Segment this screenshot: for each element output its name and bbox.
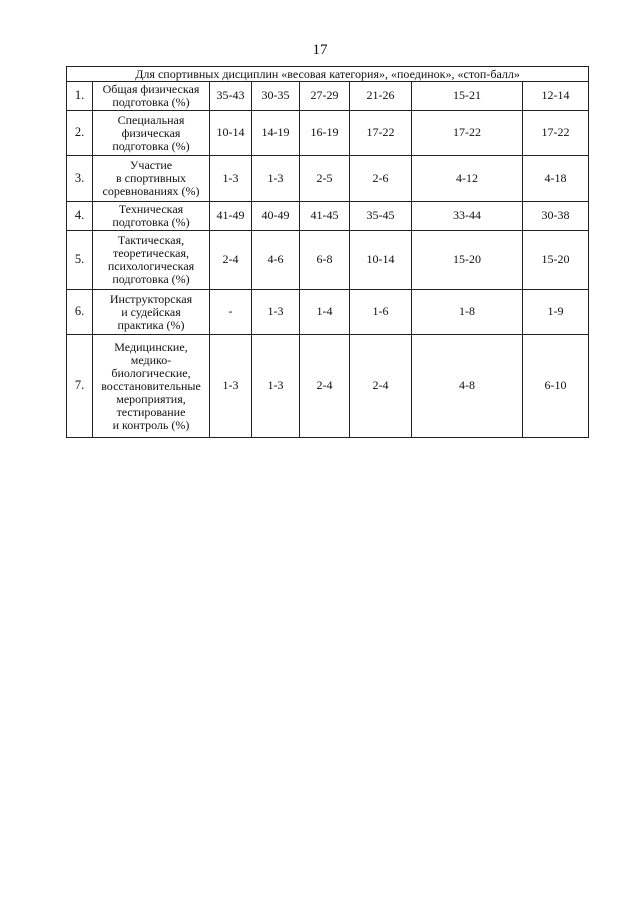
- table-cell: 17-22: [412, 111, 523, 156]
- table-header: Для спортивных дисциплин «весовая категория», «поединок», «стоп-балл»: [67, 67, 589, 82]
- row-index: 6.: [67, 290, 93, 335]
- table-cell: 6-10: [523, 335, 589, 438]
- table-cell: 4-8: [412, 335, 523, 438]
- table-cell: 41-45: [300, 202, 350, 231]
- row-name: Общая физическая подготовка (%): [93, 82, 210, 111]
- table-cell: 17-22: [350, 111, 412, 156]
- table-cell: 1-3: [252, 335, 300, 438]
- table-cell: 4-6: [252, 231, 300, 290]
- row-name: Медицинские, медико- биологические, восстановительные мероприятия, тестирование и контроль (%): [93, 335, 210, 438]
- row-name: Техническая подготовка (%): [93, 202, 210, 231]
- table-cell: 2-4: [350, 335, 412, 438]
- table-cell: 41-49: [210, 202, 252, 231]
- table-cell: 1-8: [412, 290, 523, 335]
- row-index: 4.: [67, 202, 93, 231]
- table-cell: 2-4: [300, 335, 350, 438]
- table-cell: 14-19: [252, 111, 300, 156]
- table-cell: 1-9: [523, 290, 589, 335]
- page-number: 17: [312, 42, 328, 58]
- table-header-row: [67, 67, 589, 82]
- row-index: 1.: [67, 82, 93, 111]
- table-cell: 15-20: [412, 231, 523, 290]
- row-name: Тактическая, теоретическая, психологическая подготовка (%): [93, 231, 210, 290]
- table-row: [67, 156, 589, 202]
- table-cell: 10-14: [210, 111, 252, 156]
- row-name: Специальная физическая подготовка (%): [93, 111, 210, 156]
- table-row: [67, 82, 589, 111]
- table-cell: 2-6: [350, 156, 412, 202]
- row-index: 2.: [67, 111, 93, 156]
- table-row: [67, 290, 589, 335]
- table-row: [67, 111, 589, 156]
- table-cell: 15-20: [523, 231, 589, 290]
- table-cell: 15-21: [412, 82, 523, 111]
- table-cell: 33-44: [412, 202, 523, 231]
- table-cell: 4-12: [412, 156, 523, 202]
- row-index: 3.: [67, 156, 93, 202]
- table-cell: 2-5: [300, 156, 350, 202]
- table-cell: 4-18: [523, 156, 589, 202]
- table-cell: 30-38: [523, 202, 589, 231]
- table-cell: 1-4: [300, 290, 350, 335]
- table-cell: 1-3: [252, 290, 300, 335]
- table-cell: 1-3: [210, 335, 252, 438]
- table-cell: 17-22: [523, 111, 589, 156]
- table-cell: 1-3: [210, 156, 252, 202]
- table-cell: 27-29: [300, 82, 350, 111]
- table-row: [67, 335, 589, 438]
- table-cell: 12-14: [523, 82, 589, 111]
- training-norms-table: [66, 66, 589, 438]
- table-cell: 35-43: [210, 82, 252, 111]
- table-cell: 6-8: [300, 231, 350, 290]
- table-cell: 10-14: [350, 231, 412, 290]
- table-cell: 35-45: [350, 202, 412, 231]
- row-name: Инструкторская и судейская практика (%): [93, 290, 210, 335]
- table-cell: 1-6: [350, 290, 412, 335]
- table-cell: 1-3: [252, 156, 300, 202]
- table-row: [67, 231, 589, 290]
- table-cell: 2-4: [210, 231, 252, 290]
- row-index: 5.: [67, 231, 93, 290]
- table-cell: 21-26: [350, 82, 412, 111]
- table-cell: -: [210, 290, 252, 335]
- row-index: 7.: [67, 335, 93, 438]
- row-name: Участие в спортивных соревнованиях (%): [93, 156, 210, 202]
- table-row: [67, 202, 589, 231]
- table-cell: 16-19: [300, 111, 350, 156]
- table-cell: 40-49: [252, 202, 300, 231]
- table-cell: 30-35: [252, 82, 300, 111]
